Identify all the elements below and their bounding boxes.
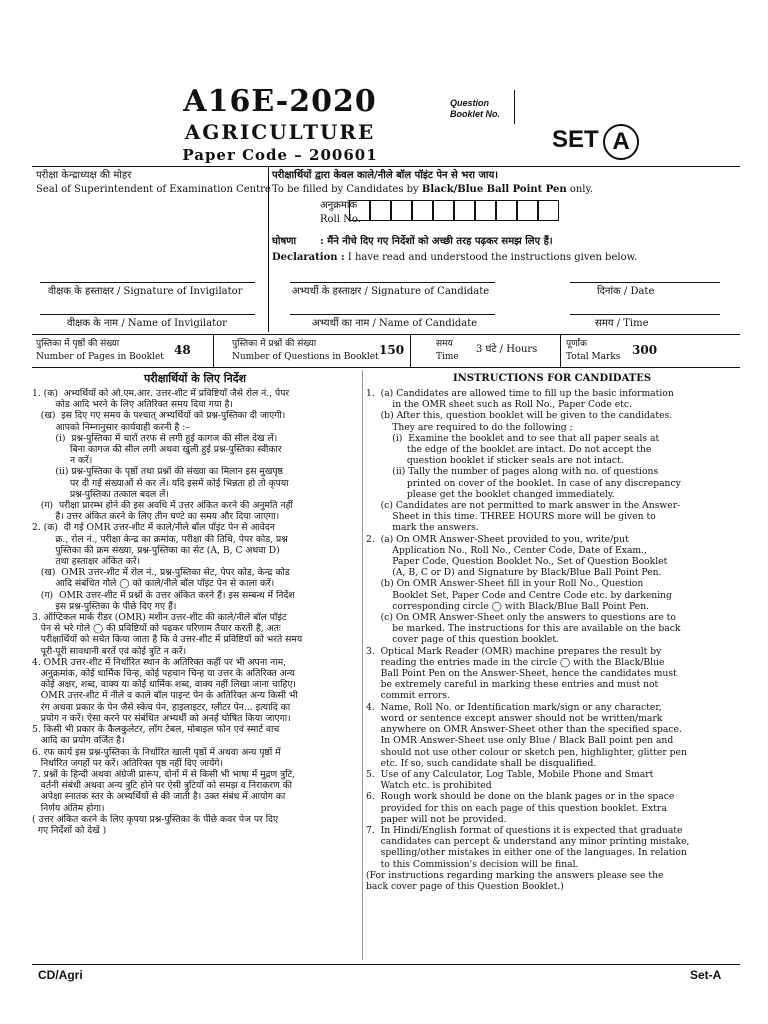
- footer-left: CD/Agri: [38, 968, 83, 982]
- fill-instruction-hindi: परीक्षार्थियों द्वारा केवल काले/नीले बॉल पॉइंट पेन से भरा जाय।: [272, 170, 499, 181]
- hindi-instructions-body: [32, 388, 358, 836]
- instruction-line: (c) Candidates are not permitted to mark answer in the Answer-: [366, 500, 681, 512]
- roll-label-english: Roll No.: [320, 214, 361, 225]
- declaration-english: Declaration : I have read and understood the instructions given below.: [272, 252, 638, 263]
- stats-divider: [560, 334, 561, 367]
- instruction-line: commit errors.: [366, 690, 451, 702]
- instruction-line: (b) On OMR Answer-Sheet fill in your Roll No., Question: [366, 578, 644, 590]
- pages-label-english: Number of Pages in Booklet: [36, 352, 164, 362]
- instruction-line: आदि का प्रयोग वर्जित है।: [32, 735, 125, 747]
- instruction-line: 1. (क) अभ्यर्थियों को ओ.एम.आर. उत्तर-शीट में प्रविष्टियाँ जैसे रोल नं., पेपर: [32, 388, 290, 399]
- instruction-line: (ख) इस दिए गए समय के पश्चात् अभ्यर्थियों को प्रश्न-पुस्तिका दी जाएगी।: [32, 410, 286, 422]
- instruction-line: कोड आदि भरने के लिए अतिरिक्त समय दिया गया है।: [32, 399, 233, 411]
- instruction-line: (For instructions regarding marking the answers please see the: [366, 869, 664, 881]
- instruction-line: They are required to do the following ;: [366, 421, 573, 433]
- instruction-line: cover page of this question booklet.: [366, 634, 559, 646]
- instruction-line: please get the booklet changed immediately.: [366, 488, 615, 500]
- set-value: A: [603, 124, 639, 160]
- exam-code-title: A16E-2020: [183, 84, 377, 119]
- instruction-line: be marked. The instructions for this are available on the back: [366, 623, 681, 635]
- instruction-line: 1. (a) Candidates are allowed time to fill up the basic information: [366, 388, 674, 399]
- instruction-line: 2. (क) दी गई OMR उत्तर-शीट में काले/नीले बॉल पॉइंट पेन से आवेदन: [32, 522, 275, 534]
- instruction-line: be extremely careful in marking these entries and must not: [366, 679, 659, 691]
- questions-value: 150: [379, 343, 405, 357]
- instruction-line: 6. Rough work should be done on the blank pages or in the space: [366, 791, 675, 803]
- stats-top-rule: [32, 334, 740, 335]
- seal-english: Seal of Superintendent of Examination Centre: [36, 184, 271, 195]
- instruction-line: तथा हस्ताक्षर अंकित करें।: [32, 556, 141, 568]
- instructions-divider: [362, 370, 363, 960]
- instruction-line: इस प्रश्न-पुस्तिका के पीछे दिए गए हैं।: [32, 600, 177, 612]
- instruction-line: रंग अथवा प्रकार के पेन जैसे स्केच पेन, हाइलाइटर, ग्लीटर पेन... इत्यादि का: [32, 701, 291, 713]
- instruction-line: वर्तनी संबंधी अथवा अन्य त्रुटि होने पर ऐसी त्रुटियों को समझ व निराकरण की: [32, 780, 293, 792]
- instruction-line: अनुक्रमांक, कोई धार्मिक चिन्ह, कोई पहचान चिन्ह या उत्तर के अतिरिक्त अन्य: [32, 668, 295, 680]
- pages-label-hindi: पुस्तिका में पृष्ठों की संख्या: [36, 339, 120, 349]
- invigilator-name-line: [40, 314, 255, 315]
- questions-label-english: Number of Questions in Booklet: [232, 352, 379, 362]
- instruction-line: 3. Optical Mark Reader (OMR) machine prepares the result by: [366, 645, 662, 657]
- stats-bottom-rule: [32, 367, 740, 368]
- invigilator-name-label: वीक्षक के नाम / Name of Invigilator: [67, 318, 227, 329]
- instruction-line: spelling/other mistakes in either one of the languages. In relation: [366, 847, 687, 859]
- instruction-line: गए निर्देशों को देखें ): [32, 824, 107, 836]
- instruction-line: anywhere on OMR Answer-Sheet other than the specified space.: [366, 724, 682, 736]
- candidate-signature-label: अभ्यर्थी के हस्ताक्षर / Signature of Candidate: [292, 286, 490, 297]
- roll-digit-box[interactable]: [433, 200, 454, 221]
- seal-hindi: परीक्षा केन्द्राध्यक्ष की मोहर: [36, 170, 132, 181]
- instruction-line: अपेक्षा स्नातक स्तर के अभ्यर्थियों से की जाती है। उक्त संबंध में आयोग का: [32, 791, 286, 803]
- instruction-line: 3. ऑप्टिकल मार्क रीडर (OMR) मशीन उत्तर-शीट की काले/नीले बॉल पॉइंट: [32, 612, 287, 624]
- roll-number-boxes[interactable]: [349, 200, 559, 221]
- instruction-line: है। उत्तर अंकित करने के लिए तीन घण्टे का समय और दिया जाएगा।: [32, 511, 280, 523]
- instruction-line: 5. किसी भी प्रकार के कैलकुलेटर, लॉग टेबल, मोबाइल फोन एवं स्मार्ट वाच: [32, 724, 280, 736]
- booklet-number-divider: [514, 90, 515, 124]
- time-label: समय / Time: [595, 318, 649, 329]
- instruction-line: Sheet in this time. THREE HOURS more will be given to: [366, 511, 656, 523]
- roll-digit-box[interactable]: [349, 200, 370, 221]
- marks-label-english: Total Marks: [566, 352, 621, 362]
- roll-digit-box[interactable]: [454, 200, 475, 221]
- instruction-line: 4. Name, Roll No. or Identification mark/sign or any character,: [366, 701, 662, 713]
- marks-value: 300: [632, 343, 658, 357]
- instruction-line: 2. (a) On OMR Answer-Sheet provided to you, write/put: [366, 533, 629, 545]
- instruction-line: Application No., Roll No., Center Code, Date of Exam.,: [366, 544, 647, 556]
- candidate-name-line: [290, 314, 495, 315]
- instruction-line: कोई अक्षर, शब्द, वाक्य या कोई धार्मिक शब्द, वाक्य नहीं लिखा जाना चाहिए।: [32, 679, 296, 691]
- instruction-line: पूरी-पूरी सावधानी बरतें एवं कोई त्रुटि न करें।: [32, 645, 187, 657]
- instruction-line: mark the answers.: [366, 522, 479, 534]
- instruction-line: 7. प्रश्नों के हिन्दी अथवा अंग्रेजी प्रारूप, दोनों में से किसी भी भाषा में मुद्रण त्रुटि,: [32, 768, 296, 780]
- instruction-line: (i) प्रश्न-पुस्तिका में चारों तरफ से लगी हुई कागज की सील देख लें।: [32, 432, 278, 444]
- instruction-line: 6. रफ कार्य इस प्रश्न-पुस्तिका के निर्धारित खाली पृष्ठों में अथवा अन्य पृष्ठों में: [32, 746, 281, 758]
- set-label: SET: [552, 126, 599, 153]
- roll-digit-box[interactable]: [517, 200, 538, 221]
- roll-digit-box[interactable]: [496, 200, 517, 221]
- instruction-line: आदि संबंधित गोले ◯ को काले/नीले बॉल पॉइंट पेन से काला करें।: [32, 578, 275, 590]
- roll-label-hindi: अनुक्रमांक: [320, 200, 358, 211]
- instruction-line: provided for this on each page of this question booklet. Extra: [366, 802, 667, 814]
- date-label: दिनांक / Date: [597, 286, 655, 297]
- instruction-line: Ball Point Pen on the Answer-Sheet, hence the candidates must: [366, 668, 677, 680]
- instruction-line: निर्धारित जगहों पर करें। अतिरिक्त पृष्ठ नहीं दिए जायेंगे।: [32, 757, 223, 769]
- stats-divider: [213, 334, 214, 367]
- time-line: [570, 314, 720, 315]
- invigilator-signature-line: [40, 282, 255, 283]
- english-instructions-heading: INSTRUCTIONS FOR CANDIDATES: [452, 373, 652, 384]
- instruction-line: in the OMR sheet such as Roll No., Paper Code etc.: [366, 399, 632, 411]
- footer-right: Set-A: [690, 968, 722, 982]
- fill-instruction-english: To be filled by Candidates by Black/Blue Ball Point Pen only.: [272, 184, 593, 195]
- instruction-line: आपको निम्नानुसार कार्यवाही करनी है :–: [32, 421, 190, 433]
- subject-title: AGRICULTURE: [184, 120, 376, 144]
- instruction-line: corresponding circle ◯ with Black/Blue Ball Point Pen.: [366, 600, 650, 612]
- time-value: 3 घंटे / Hours: [476, 344, 538, 355]
- roll-digit-box[interactable]: [370, 200, 391, 221]
- footer-rule: [32, 964, 740, 965]
- marks-label-hindi: पूर्णांक: [566, 339, 587, 349]
- instruction-line: (ii) प्रश्न-पुस्तिका के पृष्ठों तथा प्रश्नों की संख्या का मिलान इस मुखपृष्ठ: [32, 466, 283, 478]
- roll-digit-box[interactable]: [475, 200, 496, 221]
- instruction-line: should not use other colour or sketch pen, highlighter, glitter pen: [366, 746, 687, 758]
- instruction-line: Watch etc. is prohibited: [366, 780, 492, 792]
- instruction-line: Booklet Set, Paper Code and Centre Code etc. by darkening: [366, 589, 672, 601]
- paper-code: Paper Code – 200601: [182, 146, 378, 164]
- instruction-line: बिना कागज की सील लगी अथवा खुली हुई प्रश्न-पुस्तिका स्वीकार: [32, 444, 282, 456]
- instruction-line: प्रयोग न करें। ऐसा करने पर संबंधित अभ्यर्थी को अनर्ह घोषित किया जाएगा।: [32, 712, 291, 724]
- instruction-line: 7. In Hindi/English format of questions it is expected that graduate: [366, 824, 683, 836]
- instruction-line: (c) On OMR Answer-Sheet only the answers to questions are to: [366, 612, 676, 624]
- hindi-instructions-heading: परीक्षार्थियों के लिए निर्देश: [143, 372, 247, 385]
- booklet-number-label: Question Booklet No.: [450, 98, 501, 119]
- instruction-line: etc. If so, such candidate shall be disqualified.: [366, 757, 597, 769]
- instruction-line: candidates can percept & understand any minor printing mistake,: [366, 836, 690, 848]
- instruction-line: Paper Code, Question Booklet No., Set of Question Booklet: [366, 556, 668, 568]
- instruction-line: reading the entries made in the circle ◯ with the Black/Blue: [366, 656, 665, 668]
- time-label-hindi: समय: [436, 339, 453, 349]
- instruction-line: (A, B, C or D) and Signature by Black/Blue Ball Point Pen.: [366, 567, 662, 579]
- instruction-line: back cover page of this Question Booklet.): [366, 880, 564, 892]
- instruction-line: printed on cover of the booklet. In case of any discrepancy: [366, 477, 681, 489]
- roll-digit-box[interactable]: [391, 200, 412, 221]
- instruction-line: 4. OMR उत्तर-शीट में निर्धारित स्थान के अतिरिक्त कहीं पर भी अपना नाम,: [32, 656, 287, 668]
- instruction-line: the edge of the booklet are intact. Do not accept the: [366, 444, 652, 456]
- instruction-line: paper will not be provided.: [366, 813, 507, 825]
- candidate-signature-line: [290, 282, 495, 283]
- instruction-line: word or sentence except answer should not be written/mark: [366, 712, 663, 724]
- invigilator-signature-label: वीक्षक के हस्ताक्षर / Signature of Invigilator: [48, 286, 243, 297]
- instruction-line: पर दी गई संख्याओं से कर लें। यदि इसमें कोई भिन्नता हो तो कृपया: [32, 477, 289, 489]
- declaration-hindi: घोषणा : मैंने नीचे दिए गए निर्देशों को अच्छी तरह पढ़कर समझ लिए हैं।: [272, 236, 553, 247]
- instruction-line: question booklet if sticker seals are not intact.: [366, 455, 624, 467]
- instruction-line: In OMR Answer-Sheet use only Blue / Black Ball point pen and: [366, 735, 674, 747]
- instruction-line: OMR उत्तर-शीट में नीले व काले बॉल पाइन्ट पेन के अतिरिक्त अन्य किसी भी: [32, 690, 298, 702]
- header-divider: [32, 166, 740, 167]
- candidate-name-label: अभ्यर्थी का नाम / Name of Candidate: [312, 318, 478, 329]
- instruction-line: to this Commission's decision will be final.: [366, 858, 579, 870]
- instruction-line: पुस्तिका की क्रम संख्या, प्रश्न-पुस्तिका का सेट (A, B, C अथवा D): [32, 544, 280, 556]
- instruction-line: ( उत्तर अंकित करने के लिए कृपया प्रश्न-पुस्तिका के पीछे कवर पेज पर दिए: [32, 813, 279, 825]
- instruction-line: (i) Examine the booklet and to see that all paper seals at: [366, 432, 660, 444]
- english-instructions: [366, 372, 738, 892]
- questions-label-hindi: पुस्तिका में प्रश्नों की संख्या: [232, 339, 317, 349]
- roll-digit-box[interactable]: [412, 200, 433, 221]
- instruction-line: पेन से भरे गोले ◯ की प्रविष्टियों को पढ़कर परिणाम तैयार करती है, अतः: [32, 623, 281, 635]
- instruction-line: परीक्षार्थियों को सचेत किया जाता है कि वे उत्तर-शीट में प्रविष्टियों को भरते समय: [32, 634, 303, 646]
- date-line: [570, 282, 720, 283]
- pages-value: 48: [174, 343, 191, 357]
- stats-divider: [410, 334, 411, 367]
- roll-digit-box[interactable]: [538, 200, 559, 221]
- instruction-line: (ग) OMR उत्तर-शीट में प्रश्नों के उत्तर अंकित करने हैं। इस सम्बन्ध में निर्देश: [32, 589, 295, 601]
- instruction-line: निर्णय अंतिम होगा।: [32, 802, 105, 814]
- instruction-line: 5. Use of any Calculator, Log Table, Mobile Phone and Smart: [366, 768, 654, 780]
- instruction-line: (ii) Tally the number of pages along with no. of questions: [366, 466, 659, 478]
- instruction-line: (b) After this, question booklet will be given to the candidates.: [366, 410, 673, 422]
- time-label-english: Time: [436, 352, 459, 362]
- instruction-line: (ग) परीक्षा प्रारम्भ होने की इस अवधि में उत्तर अंकित करने की अनुमति नहीं: [32, 500, 293, 512]
- instruction-line: (ख) OMR उत्तर-शीट में रोल नं., प्रश्न-पुस्तिका सेट, पेपर कोड, केन्द्र कोड: [32, 567, 290, 579]
- instruction-line: न करें।: [32, 455, 93, 467]
- english-instructions-body: [366, 388, 738, 892]
- hindi-instructions: [32, 372, 358, 836]
- instruction-line: प्रश्न-पुस्तिका तत्काल बदल लें।: [32, 488, 169, 500]
- instruction-line: क्र., रोल नं., परीक्षा केन्द्र का क्रमांक, परीक्षा की तिथि, पेपर कोड, प्रश्न: [32, 533, 288, 545]
